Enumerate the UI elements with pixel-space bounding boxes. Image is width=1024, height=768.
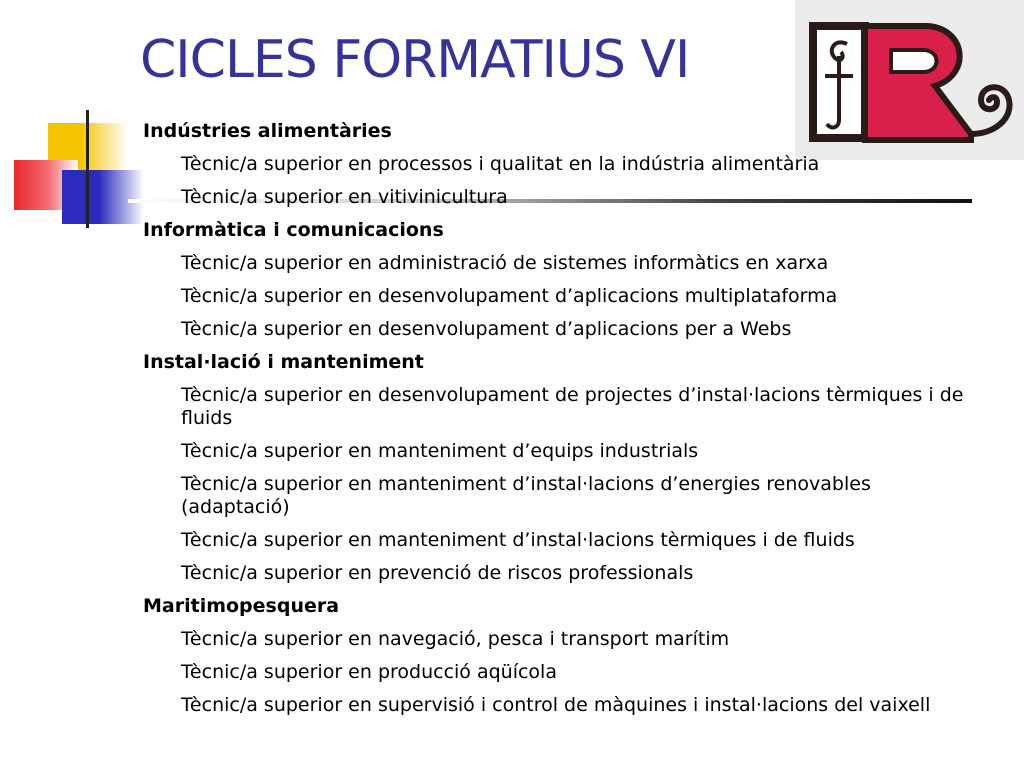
course-item: Tècnic/a superior en administració de sistemes informàtics en xarxa [181, 252, 829, 274]
category-heading: Instal·lació i manteniment [143, 351, 424, 373]
course-item: Tècnic/a superior en desenvolupament d’aplicacions multiplataforma [181, 285, 838, 307]
category-heading: Informàtica i comunicacions [143, 219, 444, 241]
slide-title: CICLES FORMATIUS VI [140, 30, 690, 90]
course-item: Tècnic/a superior en navegació, pesca i transport marítim [181, 628, 730, 650]
course-item: Tècnic/a superior en prevenció de riscos professionals [181, 562, 694, 584]
course-list [143, 120, 983, 727]
course-item: Tècnic/a superior en supervisió i control de màquines i instal·lacions del vaixell [181, 694, 931, 716]
course-item: Tècnic/a superior en manteniment d’instal·lacions d’energies renovables (adaptació) [181, 473, 871, 518]
category-heading: Indústries alimentàries [143, 120, 392, 142]
decorative-blue-square [62, 170, 144, 224]
category-heading: Maritimopesquera [143, 595, 340, 617]
course-item: Tècnic/a superior en manteniment d’instal·lacions tèrmiques i de fluids [181, 529, 855, 551]
course-item: Tècnic/a superior en processos i qualitat en la indústria alimentària [181, 153, 820, 175]
course-item: Tècnic/a superior en desenvolupament d’aplicacions per a Webs [181, 318, 792, 340]
course-item: Tècnic/a superior en manteniment d’equips industrials [181, 440, 699, 462]
course-item: Tècnic/a superior en producció aqüícola [181, 661, 557, 683]
course-item: Tècnic/a superior en desenvolupament de projectes d’instal·lacions tèrmiques i de fluids [181, 384, 964, 429]
course-item: Tècnic/a superior en vitivinicultura [181, 186, 508, 208]
decorative-vertical-line [86, 110, 89, 228]
